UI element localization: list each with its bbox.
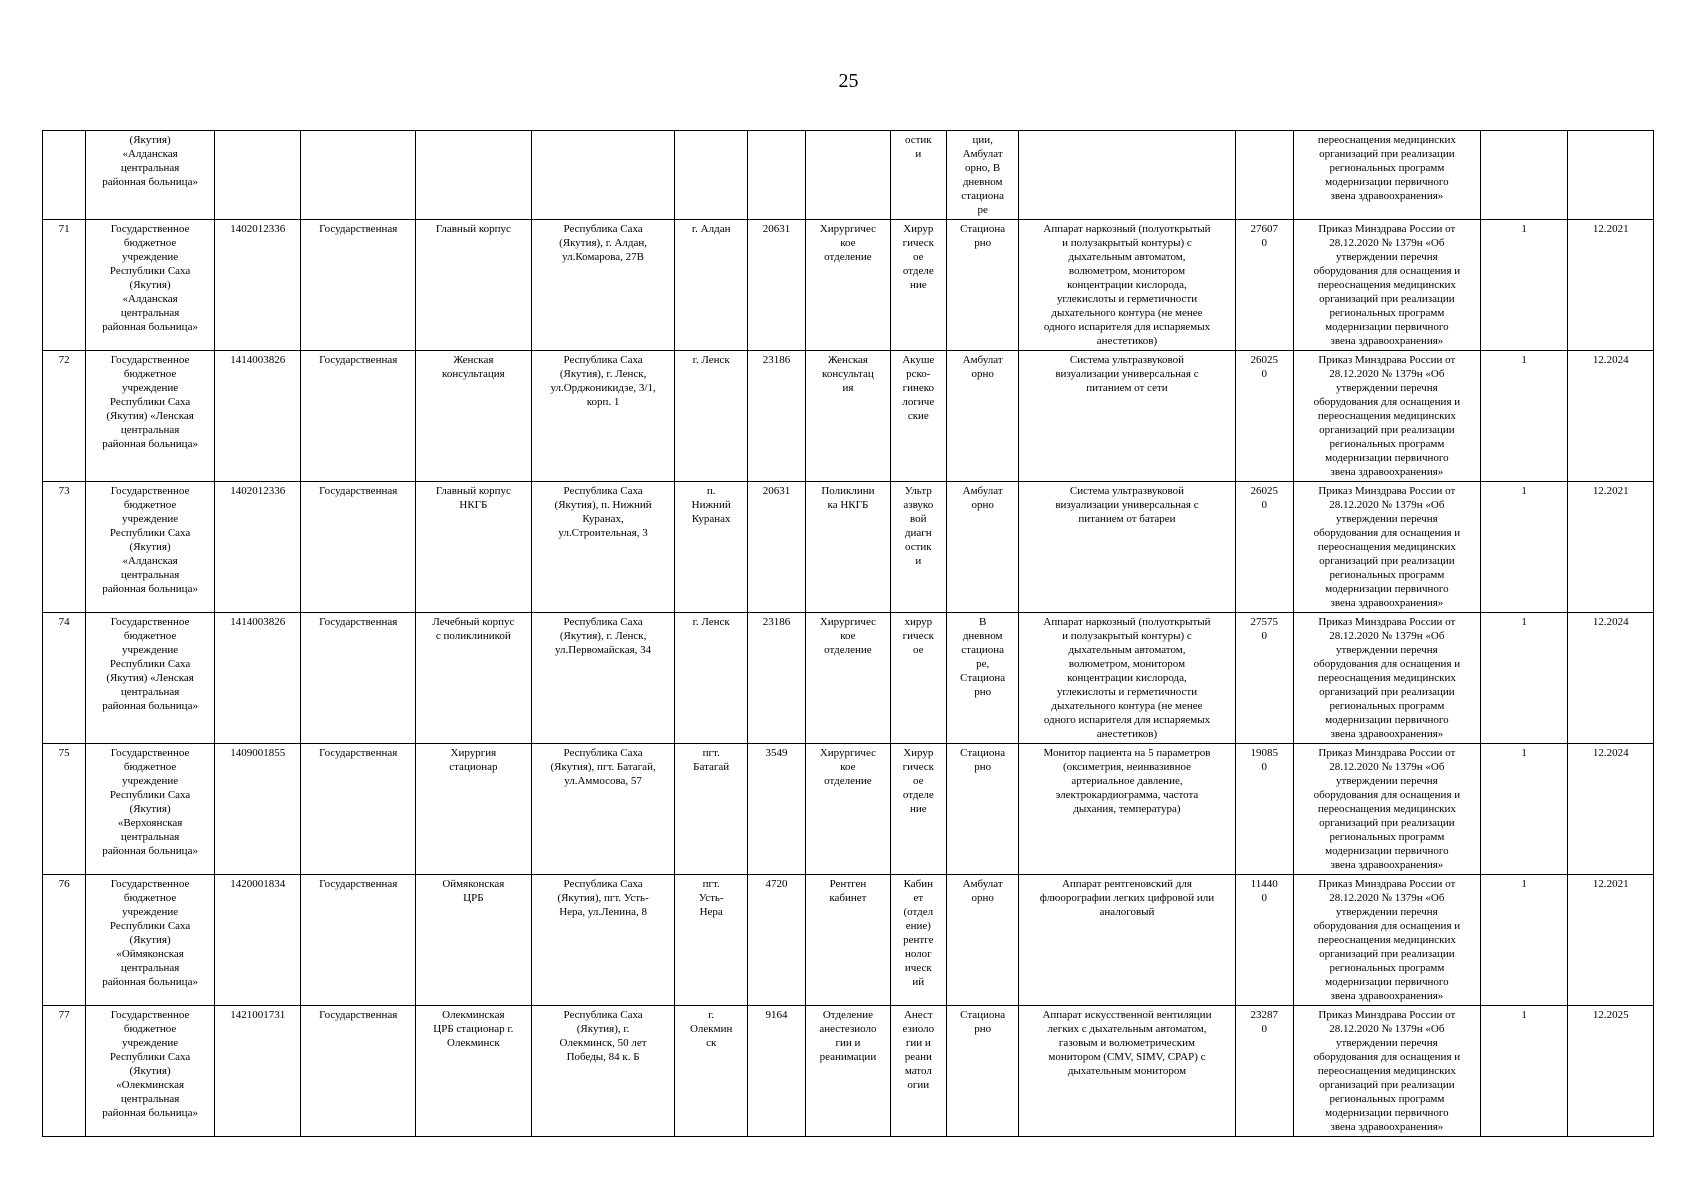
cell-building: Главный корпус НКГБ xyxy=(416,482,532,613)
cell-locality: г. Алдан xyxy=(675,220,747,351)
cell-address: Республика Саха (Якутия), г. Ленск, ул.Орджоникидзе, 3/1, корп. 1 xyxy=(531,351,675,482)
cell-inn: 1421001731 xyxy=(214,1006,300,1137)
cell-dept: Хирургичес кое отделение xyxy=(806,613,890,744)
cell-date: 12.2021 xyxy=(1568,220,1654,351)
cell-ownership: Государственная xyxy=(301,482,416,613)
cell-care: В дневном стациона ре, Стациона рно xyxy=(946,613,1018,744)
cell-name: Государственное бюджетное учреждение Республики Саха (Якутия) «Ленская центральная районная больница» xyxy=(86,613,215,744)
cell-okato: 23186 xyxy=(747,351,805,482)
equipment-table xyxy=(42,130,1654,1137)
cell-profile: Хирур гическ ое отделе ние xyxy=(890,744,946,875)
cell-qty: 1 xyxy=(1480,351,1567,482)
cell-locality: пгт. Усть- Нера xyxy=(675,875,747,1006)
cell-okato: 23186 xyxy=(747,613,805,744)
table-row xyxy=(43,131,1654,220)
cell-address: Республика Саха (Якутия), г. Ленск, ул.Первомайская, 34 xyxy=(531,613,675,744)
cell-price xyxy=(1235,131,1293,220)
cell-qty: 1 xyxy=(1480,220,1567,351)
cell-dept: Отделение анестезиоло гии и реанимации xyxy=(806,1006,890,1137)
table-row xyxy=(43,482,1654,613)
cell-dept: Поликлини ка НКГБ xyxy=(806,482,890,613)
cell-price: 26025 0 xyxy=(1235,482,1293,613)
cell-num: 71 xyxy=(43,220,86,351)
cell-inn xyxy=(214,131,300,220)
cell-okato xyxy=(747,131,805,220)
cell-building: Главный корпус xyxy=(416,220,532,351)
page-number: 25 xyxy=(838,70,859,92)
cell-ownership: Государственная xyxy=(301,744,416,875)
cell-name: Государственное бюджетное учреждение Республики Саха (Якутия) «Ленская центральная районная больница» xyxy=(86,351,215,482)
table-row xyxy=(43,875,1654,1006)
cell-care: Амбулат орно xyxy=(946,875,1018,1006)
table-row xyxy=(43,1006,1654,1137)
cell-address: Республика Саха (Якутия), г. Олекминск, 50 лет Победы, 84 к. Б xyxy=(531,1006,675,1137)
cell-dept: Рентген кабинет xyxy=(806,875,890,1006)
cell-name: Государственное бюджетное учреждение Республики Саха (Якутия) «Олекминская центральная районная больница» xyxy=(86,1006,215,1137)
cell-ownership: Государственная xyxy=(301,1006,416,1137)
table-row xyxy=(43,613,1654,744)
cell-date: 12.2021 xyxy=(1568,482,1654,613)
cell-profile: Акуше рско- гинеко логиче ские xyxy=(890,351,946,482)
cell-equipment: Аппарат наркозный (полуоткрытый и полузакрытый контуры) с дыхательным автоматом, волюметром, монитором концентрации кислорода, углекислоты и герметичности дыхательного контура (не менее одного испарителя для испаряемых анестетиков) xyxy=(1019,220,1235,351)
cell-care: Амбулат орно xyxy=(946,351,1018,482)
cell-price: 27575 0 xyxy=(1235,613,1293,744)
cell-okato: 20631 xyxy=(747,482,805,613)
cell-inn: 1402012336 xyxy=(214,482,300,613)
cell-care: Стациона рно xyxy=(946,744,1018,875)
cell-address xyxy=(531,131,675,220)
cell-okato: 3549 xyxy=(747,744,805,875)
cell-building: Лечебный корпус с поликлиникой xyxy=(416,613,532,744)
cell-num: 73 xyxy=(43,482,86,613)
cell-date: 12.2021 xyxy=(1568,875,1654,1006)
cell-name: Государственное бюджетное учреждение Республики Саха (Якутия) «Оймяконская центральная районная больница» xyxy=(86,875,215,1006)
cell-address: Республика Саха (Якутия), п. Нижний Куранах, ул.Строительная, 3 xyxy=(531,482,675,613)
cell-basis: Приказ Минздрава России от 28.12.2020 № 1379н «Об утверждении перечня оборудования для оснащения и переоснащения медицинских организаций при реализации региональных программ модернизации первичного звена здравоохранения» xyxy=(1293,220,1480,351)
cell-num: 75 xyxy=(43,744,86,875)
cell-name: Государственное бюджетное учреждение Республики Саха (Якутия) «Алданская центральная районная больница» xyxy=(86,220,215,351)
cell-inn: 1402012336 xyxy=(214,220,300,351)
cell-price: 26025 0 xyxy=(1235,351,1293,482)
cell-inn: 1409001855 xyxy=(214,744,300,875)
cell-profile: Кабин ет (отдел ение) рентге нолог ическ ий xyxy=(890,875,946,1006)
cell-equipment xyxy=(1019,131,1235,220)
table-row xyxy=(43,220,1654,351)
cell-basis: Приказ Минздрава России от 28.12.2020 № 1379н «Об утверждении перечня оборудования для оснащения и переоснащения медицинских организаций при реализации региональных программ модернизации первичного звена здравоохранения» xyxy=(1293,482,1480,613)
table-row xyxy=(43,744,1654,875)
cell-price: 11440 0 xyxy=(1235,875,1293,1006)
cell-equipment: Система ультразвуковой визуализации универсальная с питанием от сети xyxy=(1019,351,1235,482)
cell-profile: Хирур гическ ое отделе ние xyxy=(890,220,946,351)
cell-basis: Приказ Минздрава России от 28.12.2020 № 1379н «Об утверждении перечня оборудования для оснащения и переоснащения медицинских организаций при реализации региональных программ модернизации первичного звена здравоохранения» xyxy=(1293,875,1480,1006)
cell-care: ции, Амбулат орно, В дневном стациона ре xyxy=(946,131,1018,220)
cell-basis: Приказ Минздрава России от 28.12.2020 № 1379н «Об утверждении перечня оборудования для оснащения и переоснащения медицинских организаций при реализации региональных программ модернизации первичного звена здравоохранения» xyxy=(1293,1006,1480,1137)
cell-profile: Анест езиоло гии и реани матол огии xyxy=(890,1006,946,1137)
cell-inn: 1414003826 xyxy=(214,613,300,744)
cell-building: Хирургия стационар xyxy=(416,744,532,875)
cell-qty xyxy=(1480,131,1567,220)
cell-locality: г. Олекмин ск xyxy=(675,1006,747,1137)
cell-building: Олекминская ЦРБ стационар г. Олекминск xyxy=(416,1006,532,1137)
cell-date: 12.2024 xyxy=(1568,351,1654,482)
cell-locality: п. Нижний Куранах xyxy=(675,482,747,613)
cell-equipment: Аппарат искусственной вентиляции легких с дыхательным автоматом, газовым и волюметрическим монитором (CMV, SIMV, CPAP) с дыхательным монитором xyxy=(1019,1006,1235,1137)
cell-num: 76 xyxy=(43,875,86,1006)
cell-date: 12.2024 xyxy=(1568,744,1654,875)
cell-equipment: Аппарат наркозный (полуоткрытый и полузакрытый контуры) с дыхательным автоматом, волюметром, монитором концентрации кислорода, углекислоты и герметичности дыхательного контура (не менее одного испарителя для испаряемых анестетиков) xyxy=(1019,613,1235,744)
cell-building xyxy=(416,131,532,220)
cell-dept: Хирургичес кое отделение xyxy=(806,220,890,351)
cell-qty: 1 xyxy=(1480,1006,1567,1137)
cell-address: Республика Саха (Якутия), пгт. Усть- Нера, ул.Ленина, 8 xyxy=(531,875,675,1006)
cell-care: Стациона рно xyxy=(946,220,1018,351)
cell-ownership xyxy=(301,131,416,220)
cell-okato: 9164 xyxy=(747,1006,805,1137)
cell-dept xyxy=(806,131,890,220)
cell-basis: Приказ Минздрава России от 28.12.2020 № 1379н «Об утверждении перечня оборудования для оснащения и переоснащения медицинских организаций при реализации региональных программ модернизации первичного звена здравоохранения» xyxy=(1293,351,1480,482)
cell-dept: Хирургичес кое отделение xyxy=(806,744,890,875)
cell-locality xyxy=(675,131,747,220)
cell-date xyxy=(1568,131,1654,220)
cell-dept: Женская консультац ия xyxy=(806,351,890,482)
cell-date: 12.2024 xyxy=(1568,613,1654,744)
cell-price: 23287 0 xyxy=(1235,1006,1293,1137)
cell-locality: г. Ленск xyxy=(675,351,747,482)
cell-ownership: Государственная xyxy=(301,351,416,482)
cell-equipment: Монитор пациента на 5 параметров (оксиметрия, неинвазивное артериальное давление, электрокардиограмма, частота дыхания, температура) xyxy=(1019,744,1235,875)
cell-num: 72 xyxy=(43,351,86,482)
cell-name: Государственное бюджетное учреждение Республики Саха (Якутия) «Алданская центральная районная больница» xyxy=(86,482,215,613)
cell-qty: 1 xyxy=(1480,875,1567,1006)
cell-profile: Ультр азвуко вой диагн остик и xyxy=(890,482,946,613)
cell-building: Оймяконская ЦРБ xyxy=(416,875,532,1006)
cell-care: Стациона рно xyxy=(946,1006,1018,1137)
cell-inn: 1414003826 xyxy=(214,351,300,482)
cell-date: 12.2025 xyxy=(1568,1006,1654,1137)
cell-num: 77 xyxy=(43,1006,86,1137)
cell-basis: Приказ Минздрава России от 28.12.2020 № 1379н «Об утверждении перечня оборудования для оснащения и переоснащения медицинских организаций при реализации региональных программ модернизации первичного звена здравоохранения» xyxy=(1293,744,1480,875)
cell-address: Республика Саха (Якутия), пгт. Батагай, ул.Аммосова, 57 xyxy=(531,744,675,875)
cell-building: Женская консультация xyxy=(416,351,532,482)
cell-basis: переоснащения медицинских организаций при реализации региональных программ модернизации первичного звена здравоохранения» xyxy=(1293,131,1480,220)
cell-num: 74 xyxy=(43,613,86,744)
cell-locality: г. Ленск xyxy=(675,613,747,744)
cell-qty: 1 xyxy=(1480,482,1567,613)
cell-equipment: Аппарат рентгеновский для флюорографии легких цифровой или аналоговый xyxy=(1019,875,1235,1006)
table-row xyxy=(43,351,1654,482)
cell-profile: хирур гическ ое xyxy=(890,613,946,744)
cell-inn: 1420001834 xyxy=(214,875,300,1006)
cell-qty: 1 xyxy=(1480,744,1567,875)
cell-price: 19085 0 xyxy=(1235,744,1293,875)
table-body xyxy=(43,131,1654,1137)
cell-okato: 4720 xyxy=(747,875,805,1006)
cell-address: Республика Саха (Якутия), г. Алдан, ул.Комарова, 27В xyxy=(531,220,675,351)
cell-locality: пгт. Батагай xyxy=(675,744,747,875)
cell-ownership: Государственная xyxy=(301,220,416,351)
cell-num xyxy=(43,131,86,220)
cell-ownership: Государственная xyxy=(301,613,416,744)
cell-basis: Приказ Минздрава России от 28.12.2020 № 1379н «Об утверждении перечня оборудования для оснащения и переоснащения медицинских организаций при реализации региональных программ модернизации первичного звена здравоохранения» xyxy=(1293,613,1480,744)
cell-profile: остик и xyxy=(890,131,946,220)
cell-qty: 1 xyxy=(1480,613,1567,744)
cell-okato: 20631 xyxy=(747,220,805,351)
cell-name: (Якутия) «Алданская центральная районная больница» xyxy=(86,131,215,220)
cell-name: Государственное бюджетное учреждение Республики Саха (Якутия) «Верхоянская центральная районная больница» xyxy=(86,744,215,875)
cell-care: Амбулат орно xyxy=(946,482,1018,613)
cell-equipment: Система ультразвуковой визуализации универсальная с питанием от батареи xyxy=(1019,482,1235,613)
cell-ownership: Государственная xyxy=(301,875,416,1006)
cell-price: 27607 0 xyxy=(1235,220,1293,351)
